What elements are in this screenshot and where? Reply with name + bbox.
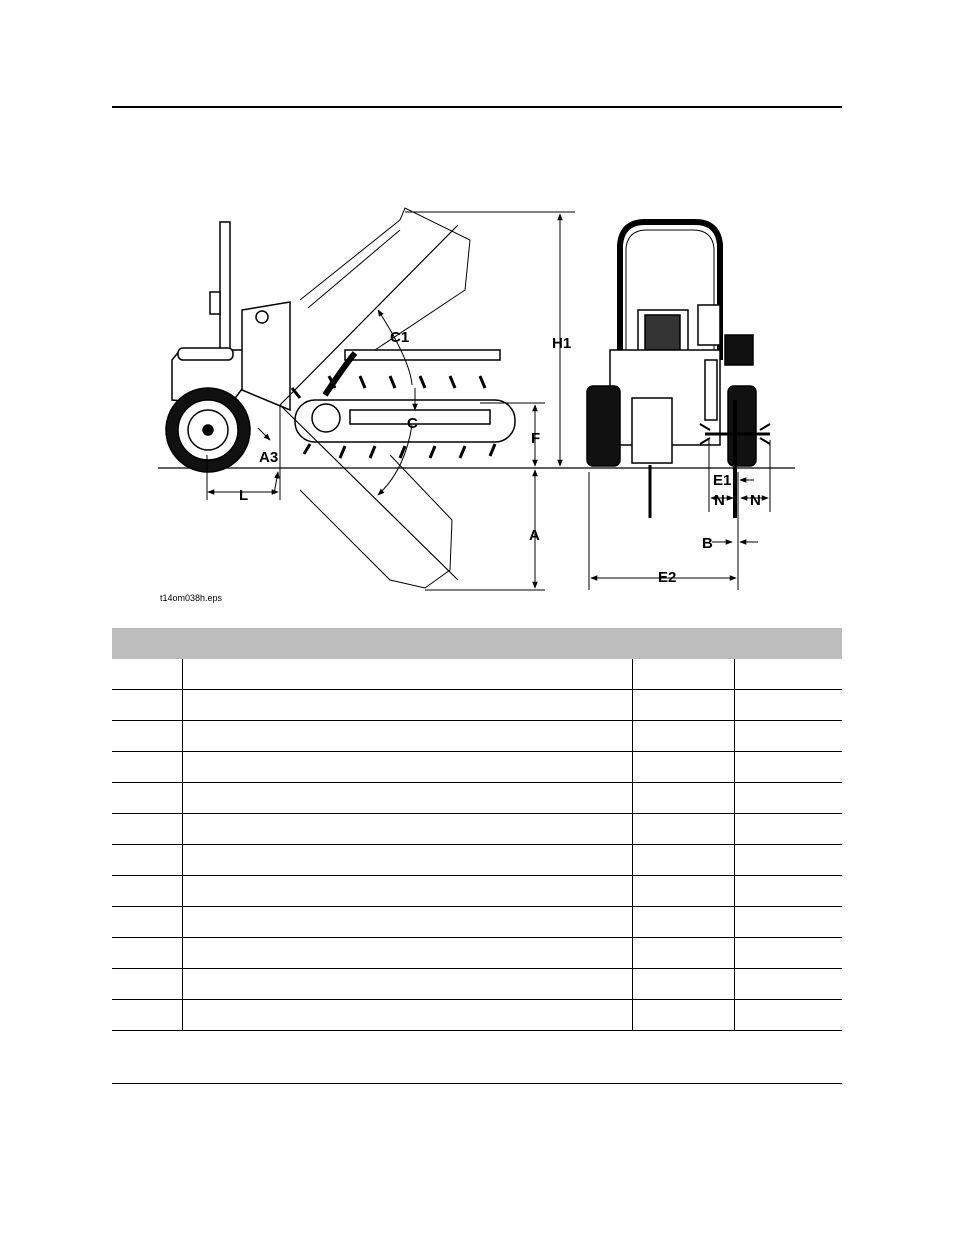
table-cell: [112, 907, 182, 938]
table-cell: [182, 752, 632, 783]
table-cell: [632, 783, 734, 814]
table-cell: [112, 783, 182, 814]
table-cell: [182, 783, 632, 814]
table-cell: [112, 876, 182, 907]
table-row: [112, 876, 842, 907]
table-row: [112, 1000, 842, 1031]
table-row: [112, 783, 842, 814]
table-cell: [632, 938, 734, 969]
table-cell: [112, 938, 182, 969]
label-E2: E2: [658, 569, 677, 586]
label-E1: E1: [713, 472, 732, 489]
label-L: L: [239, 487, 249, 504]
table-cell: [182, 690, 632, 721]
table-header-row: [112, 628, 842, 659]
label-H1: H1: [552, 335, 572, 352]
table-cell: [734, 814, 842, 845]
label-N-right: N: [750, 492, 761, 509]
label-B: B: [702, 535, 713, 552]
table-cell: [182, 876, 632, 907]
label-A: A: [529, 527, 540, 544]
table-cell: [112, 845, 182, 876]
table-cell: [632, 1000, 734, 1031]
table-cell: [632, 659, 734, 690]
table-cell: [182, 845, 632, 876]
table-row: [112, 752, 842, 783]
label-F: F: [531, 430, 541, 447]
table-cell: [182, 814, 632, 845]
table-cell: [734, 659, 842, 690]
top-rule: [112, 106, 842, 108]
label-N-left: N: [714, 492, 725, 509]
trencher-dimension-diagram: [150, 200, 810, 610]
table-cell: [182, 1000, 632, 1031]
table-cell: [182, 659, 632, 690]
header-value-1: [632, 628, 734, 659]
table-cell: [632, 845, 734, 876]
table-cell: [112, 690, 182, 721]
table-cell: [734, 969, 842, 1000]
table-cell: [734, 845, 842, 876]
table-row: [112, 969, 842, 1000]
table-row: [112, 659, 842, 690]
side-view: [166, 208, 515, 588]
table-row: [112, 938, 842, 969]
header-value-2: [734, 628, 842, 659]
table-row: [112, 814, 842, 845]
table-cell: [734, 721, 842, 752]
table-cell: [182, 721, 632, 752]
table-cell: [112, 659, 182, 690]
specifications-table: [112, 628, 842, 1031]
table-body: [112, 659, 842, 1031]
front-view: [587, 222, 770, 518]
table-cell: [112, 1000, 182, 1031]
label-C: C: [407, 415, 418, 432]
table-cell: [632, 814, 734, 845]
table-cell: [182, 938, 632, 969]
table-row: [112, 721, 842, 752]
table-cell: [632, 752, 734, 783]
table-cell: [112, 969, 182, 1000]
table-row: [112, 690, 842, 721]
table-cell: [112, 721, 182, 752]
bottom-rule: [112, 1083, 842, 1084]
table-cell: [632, 969, 734, 1000]
figure-caption: t14om038h.eps: [160, 593, 223, 603]
table-cell: [182, 969, 632, 1000]
table-cell: [734, 907, 842, 938]
table-cell: [734, 783, 842, 814]
table-cell: [632, 907, 734, 938]
table-cell: [734, 690, 842, 721]
header-description: [112, 628, 632, 659]
table-cell: [112, 814, 182, 845]
table-row: [112, 845, 842, 876]
table-cell: [734, 938, 842, 969]
table-row: [112, 907, 842, 938]
label-C1: C1: [390, 329, 410, 346]
table-cell: [734, 752, 842, 783]
table-cell: [632, 876, 734, 907]
table-cell: [632, 721, 734, 752]
table-cell: [182, 907, 632, 938]
table-cell: [112, 752, 182, 783]
label-A3: A3: [259, 449, 279, 466]
table-cell: [734, 876, 842, 907]
table-cell: [632, 690, 734, 721]
table-cell: [734, 1000, 842, 1031]
